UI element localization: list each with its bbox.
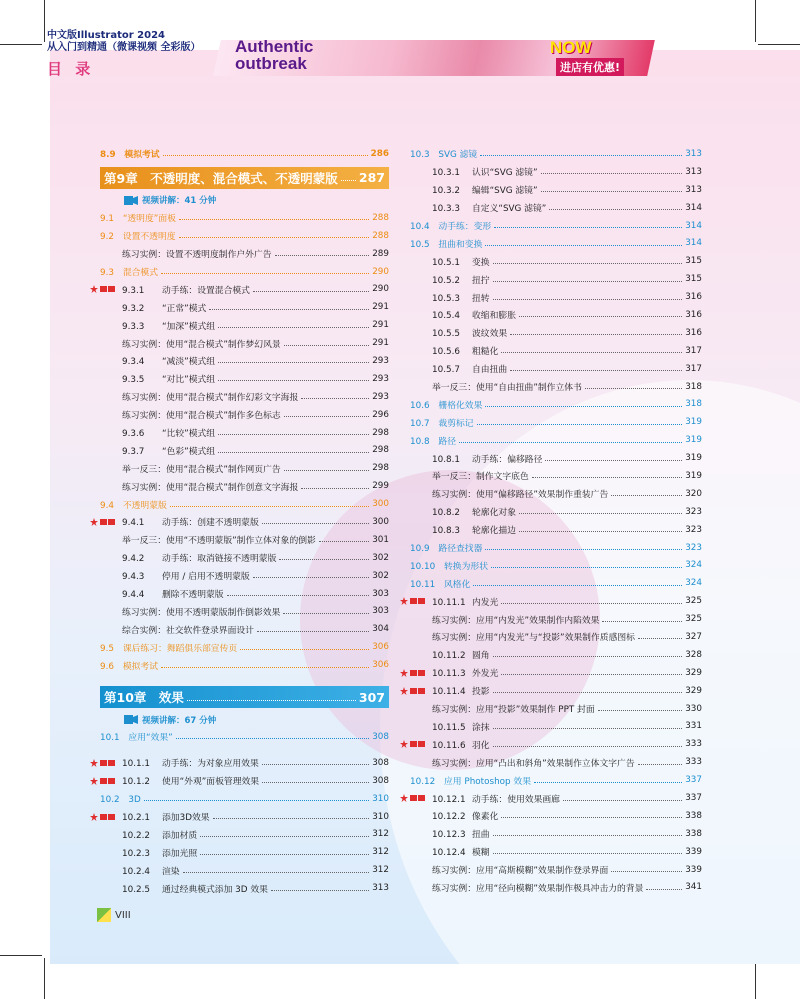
toc-entry[interactable]: 10.5.7 自由扭曲 317 (432, 363, 702, 376)
key-point-icon (400, 740, 426, 748)
toc-entry[interactable]: 9.4.2 动手练：取消链接不透明蒙版 302 (122, 552, 389, 565)
toc-entry[interactable]: 举一反三：使用“自由扭曲”制作立体书 318 (432, 381, 702, 394)
toc-entry[interactable]: 练习实例：应用“内发光”效果制作内陷效果 325 (432, 614, 702, 626)
toc-entry[interactable]: 练习实例：应用“内发光”与“投影”效果制作质感图标 327 (432, 631, 702, 644)
toc-entry[interactable]: 10.8.2 轮廓化对象 323 (432, 506, 702, 519)
banner-now: NOW (550, 38, 592, 57)
toc-entry[interactable]: 举一反三：使用“不透明蒙版”制作立体对象的倒影 301 (122, 534, 389, 547)
banner-word1: Authentic (235, 37, 314, 56)
toc-entry[interactable]: 练习实例：使用“混合模式”制作幻彩文字海报 293 (122, 391, 389, 404)
toc-entry[interactable]: 10.12 应用 Photoshop 效果 337 (410, 775, 702, 787)
toc-entry[interactable]: 10.1.1 动手练：为对象应用效果 308 (100, 754, 389, 772)
toc-entry[interactable]: 10.2.2 添加材质 312 (122, 829, 389, 841)
toc-entry[interactable]: 8.9 模拟考试 286 (100, 148, 389, 161)
toc-entry[interactable]: 10.11.5 涂抹 331 (432, 721, 702, 733)
key-point-icon (400, 669, 426, 677)
toc-entry[interactable]: 10.2 3D 310 (100, 793, 389, 806)
video-duration: 视频讲解：41 分钟 (100, 192, 389, 209)
toc-entry[interactable]: 练习实例：应用“径向模糊”效果制作极具冲击力的背景 341 (432, 882, 702, 894)
chapter-heading[interactable]: 第10章 效果 307 (100, 686, 389, 708)
toc-title: 目 录 (47, 60, 95, 78)
toc-entry[interactable]: 10.5.6 粗糙化 317 (432, 345, 702, 358)
toc-entry[interactable]: 10.12.2 像素化 338 (432, 810, 702, 823)
toc-entry[interactable]: 10.5.2 扭拧 315 (432, 274, 702, 286)
book-title-line1: 中文版Illustrator 2024 (47, 30, 166, 41)
toc-entry[interactable]: 10.11.3 外发光 329 (410, 664, 702, 682)
toc-entry[interactable]: 10.11.2 圆角 328 (432, 649, 702, 662)
key-point-icon (90, 777, 116, 785)
toc-entry[interactable]: 9.3.4 “减淡”模式组 293 (122, 355, 389, 368)
toc-entry[interactable]: 10.2.3 添加光照 312 (122, 847, 389, 859)
toc-entry[interactable]: 9.3.7 “色彩”模式组 298 (122, 445, 389, 457)
toc-entry[interactable]: 10.5 扭曲和变换 314 (410, 238, 702, 250)
toc-entry[interactable]: 10.1 应用“效果” 308 (100, 731, 389, 744)
toc-entry[interactable]: 练习实例：使用“混合模式”制作梦幻风景 291 (122, 338, 389, 350)
book-title-line2: 从入门到精通（微课视频 全彩版） (47, 42, 201, 53)
toc-entry[interactable]: 9.2 设置不透明度 288 (100, 230, 389, 243)
toc-entry[interactable]: 10.11 风格化 324 (410, 578, 702, 590)
toc-entry[interactable]: 练习实例：使用“混合模式”制作多色标志 296 (122, 409, 389, 422)
toc-entry[interactable]: 10.4 动手练：变形 314 (410, 220, 702, 232)
toc-entry[interactable]: 9.3.3 “加深”模式组 291 (122, 320, 389, 332)
toc-entry[interactable]: 10.8.1 动手练：偏移路径 319 (432, 453, 702, 465)
video-icon (124, 715, 138, 724)
toc-entry[interactable]: 10.5.3 扭转 316 (432, 292, 702, 304)
toc-left-column (100, 145, 389, 897)
toc-entry[interactable]: 10.12.4 模糊 339 (432, 846, 702, 859)
toc-entry[interactable]: 10.3.2 编辑“SVG 滤镜” 313 (432, 184, 702, 197)
toc-entry[interactable]: 9.4.1 动手练：创建不透明蒙版 300 (100, 513, 389, 531)
toc-entry[interactable]: 9.3.5 “对比”模式组 293 (122, 373, 389, 386)
toc-entry[interactable]: 10.9 路径查找器 323 (410, 542, 702, 555)
key-point-icon (400, 794, 426, 802)
toc-entry[interactable]: 10.2.1 添加3D效果 310 (100, 808, 389, 826)
book-title (47, 30, 200, 54)
toc-entry[interactable]: 9.1 “透明度”面板 288 (100, 212, 389, 225)
toc-entry[interactable]: 9.3 混合模式 290 (100, 266, 389, 278)
toc-entry[interactable]: 综合实例：社交软件登录界面设计 304 (122, 624, 389, 636)
toc-entry[interactable]: 10.12.1 动手练：使用效果画廊 337 (410, 789, 702, 807)
toc-entry[interactable]: 10.8 路径 319 (410, 435, 702, 447)
toc-entry[interactable]: 9.4 不透明蒙版 300 (100, 499, 389, 511)
toc-right-column (410, 145, 702, 896)
toc-entry[interactable]: 练习实例：使用“偏移路径”效果制作重装广告 320 (432, 488, 702, 501)
toc-entry[interactable]: 10.3.1 认识“SVG 滤镜” 313 (432, 166, 702, 179)
page-marker-icon (97, 908, 111, 922)
toc-entry[interactable]: 10.11.6 羽化 333 (410, 735, 702, 753)
toc-entry[interactable]: 9.4.3 停用 / 启用不透明蒙版 302 (122, 570, 389, 583)
toc-entry[interactable]: 10.3.3 自定义“SVG 滤镜” 314 (432, 202, 702, 215)
toc-entry[interactable]: 10.7 裁剪标记 319 (410, 417, 702, 429)
toc-entry[interactable]: 9.3.1 动手练：设置混合模式 290 (100, 280, 389, 298)
toc-entry[interactable]: 10.3 SVG 滤镜 313 (410, 148, 702, 161)
page-number: VIII (97, 908, 131, 922)
toc-entry[interactable]: 10.2.5 通过经典模式添加 3D 效果 313 (122, 883, 389, 895)
toc-entry[interactable]: 10.8.3 轮廓化描边 323 (432, 524, 702, 537)
toc-entry[interactable]: 10.11.1 内发光 325 (410, 592, 702, 610)
toc-entry[interactable]: 10.2.4 渲染 312 (122, 865, 389, 877)
toc-entry[interactable]: 9.3.2 “正常”模式 291 (122, 302, 389, 314)
toc-entry[interactable]: 练习实例：使用不透明蒙版制作倒影效果 303 (122, 606, 389, 618)
toc-entry[interactable]: 10.5.5 波纹效果 316 (432, 327, 702, 340)
toc-entry[interactable]: 9.3.6 “比较”模式组 298 (122, 427, 389, 440)
chapter-heading[interactable]: 第9章 不透明度、混合模式、不透明蒙版 287 (100, 167, 389, 189)
toc-entry[interactable]: 9.4.4 删除不透明蒙版 303 (122, 588, 389, 601)
key-point-icon (90, 813, 116, 821)
key-point-icon (400, 687, 426, 695)
toc-entry[interactable]: 练习实例：应用“凸出和斜角”效果制作立体文字广告 333 (432, 757, 702, 769)
toc-entry[interactable]: 9.5 课后练习：舞蹈俱乐部宣传页 306 (100, 642, 389, 654)
toc-entry[interactable]: 练习实例：使用“混合模式”制作创意文字海报 299 (122, 481, 389, 493)
toc-entry[interactable]: 举一反三：制作文字底色 319 (432, 470, 702, 483)
toc-entry[interactable]: 练习实例：应用“高斯模糊”效果制作登录界面 339 (432, 864, 702, 877)
toc-entry[interactable]: 10.12.3 扭曲 338 (432, 828, 702, 841)
toc-entry[interactable]: 举一反三：使用“混合模式”制作网页广告 298 (122, 463, 389, 475)
key-point-icon (90, 285, 116, 293)
key-point-icon (400, 597, 426, 605)
toc-entry[interactable]: 10.6 栅格化效果 318 (410, 399, 702, 411)
toc-entry[interactable]: 10.1.2 使用“外观”面板管理效果 308 (100, 772, 389, 790)
key-point-icon (90, 759, 116, 767)
banner-promo[interactable]: 进店有优惠! (556, 58, 624, 76)
toc-entry[interactable]: 9.6 模拟考试 306 (100, 660, 389, 672)
video-icon (124, 196, 138, 205)
key-point-icon (90, 518, 116, 526)
toc-entry[interactable]: 10.5.1 变换 315 (432, 256, 702, 268)
toc-entry[interactable]: 10.10 转换为形状 324 (410, 560, 702, 572)
toc-entry[interactable]: 10.11.4 投影 329 (410, 682, 702, 700)
toc-entry[interactable]: 10.5.4 收缩和膨胀 316 (432, 309, 702, 322)
banner-text (235, 38, 313, 72)
banner-word2: outbreak (235, 54, 307, 73)
video-duration: 视频讲解：67 分钟 (100, 711, 389, 728)
toc-entry[interactable]: 练习实例：设置不透明度制作户外广告 289 (122, 248, 389, 261)
toc-entry[interactable]: 练习实例：应用“投影”效果制作 PPT 封面 330 (432, 703, 702, 716)
